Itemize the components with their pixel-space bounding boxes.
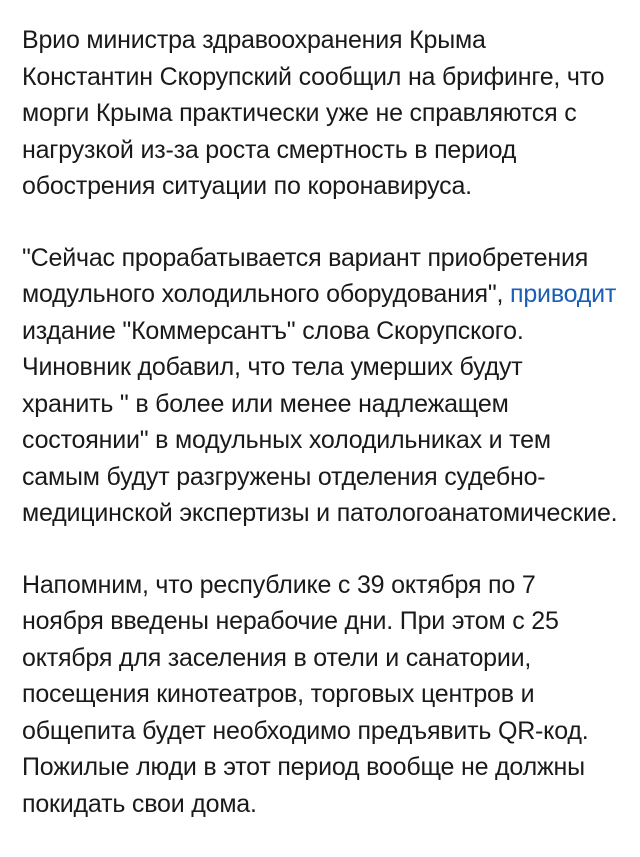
quote-text-before-link: "Сейчас прорабатывается вариант приобретения модульного холодильного оборудования", bbox=[22, 243, 589, 308]
paragraph-intro: Врио министра здравоохранения Крыма Константин Скорупский сообщил на брифинге, что морги Крыма практически уже не справляются с нагрузкой из-за роста смертность в период обострения ситуации по коронавируса. bbox=[22, 26, 605, 200]
quote-text-after-link: издание "Коммерсантъ" слова Скорупского. Чиновник добавил, что тела умерших будут хранить " в более или менее надлежащем состоянии" в модульных холодильниках и тем самым будут разгружены отделения судебно-медицинской экспертизы и патологоанатомические. bbox=[22, 316, 618, 527]
source-link[interactable]: приводит bbox=[510, 280, 617, 308]
paragraph-reminder: Напомним, что республике с 39 октября по 7 ноября введены нерабочие дни. При этом с 25 октября для заселения в отели и санатории, посещения кинотеатров, торговых центров и общепита будет необходимо предъявить QR-код. Пожилые люди в этот период вообще не должны покидать свои дома. bbox=[22, 570, 589, 818]
paragraph-quote bbox=[22, 240, 618, 532]
